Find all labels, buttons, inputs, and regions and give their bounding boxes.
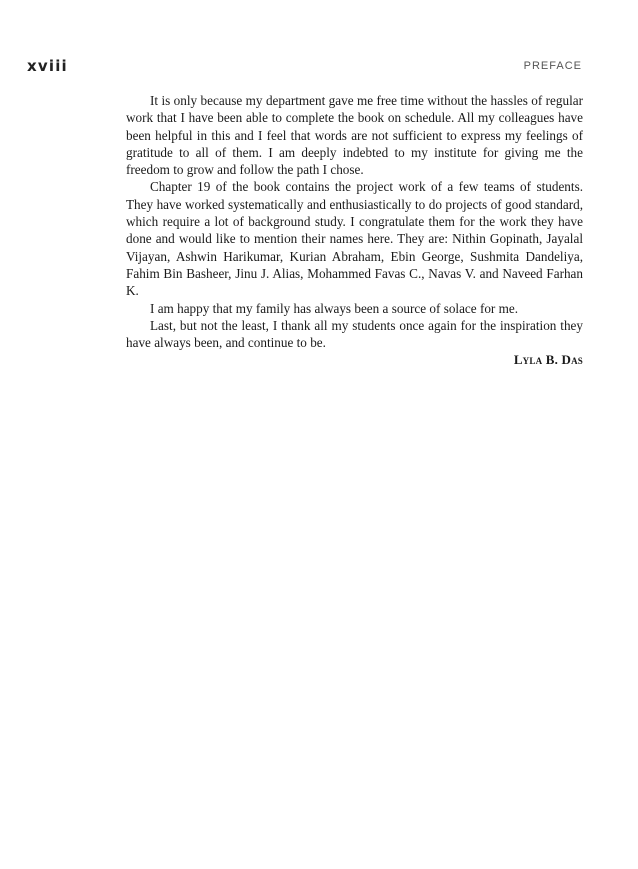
paragraph-students-thanks: Last, but not the least, I thank all my students once again for the inspiration they have always been, and continue to be. [126, 317, 583, 351]
running-head: PREFACE [523, 60, 582, 72]
preface-body [126, 92, 583, 369]
page-number: xviii [27, 57, 68, 75]
paragraph-family: I am happy that my family has always been a source of solace for me. [150, 300, 519, 316]
author-signature: Lyla B. Das [513, 352, 583, 368]
page-header [27, 57, 582, 77]
paragraph-student-projects: Chapter 19 of the book contains the project work of a few teams of students. They have worked systematically and enthusiastically to do projects of good standard, which require a lot of background study. I congratulate them for the work they have done and would like to mention their names here. They are: Nithin Gopinath, Jayalal Vijayan, Ashwin Harikumar, Kurian Abraham, Ebin George, Sushmita Dandeliya, Fahim Bin Basheer, Jinu J. Alias, Mohammed Favas C., Navas V. and Naveed Farhan K. [126, 179, 583, 299]
paragraph-acknowledgement-department: It is only because my department gave me free time without the hassles of regular work that I have been able to complete the book on schedule. All my colleagues have been helpful in this and I feel that words are not sufficient to express my feelings of gratitude to all of them. I am deeply indebted to my institute for giving me the freedom to grow and follow the path I chose. [126, 93, 583, 178]
